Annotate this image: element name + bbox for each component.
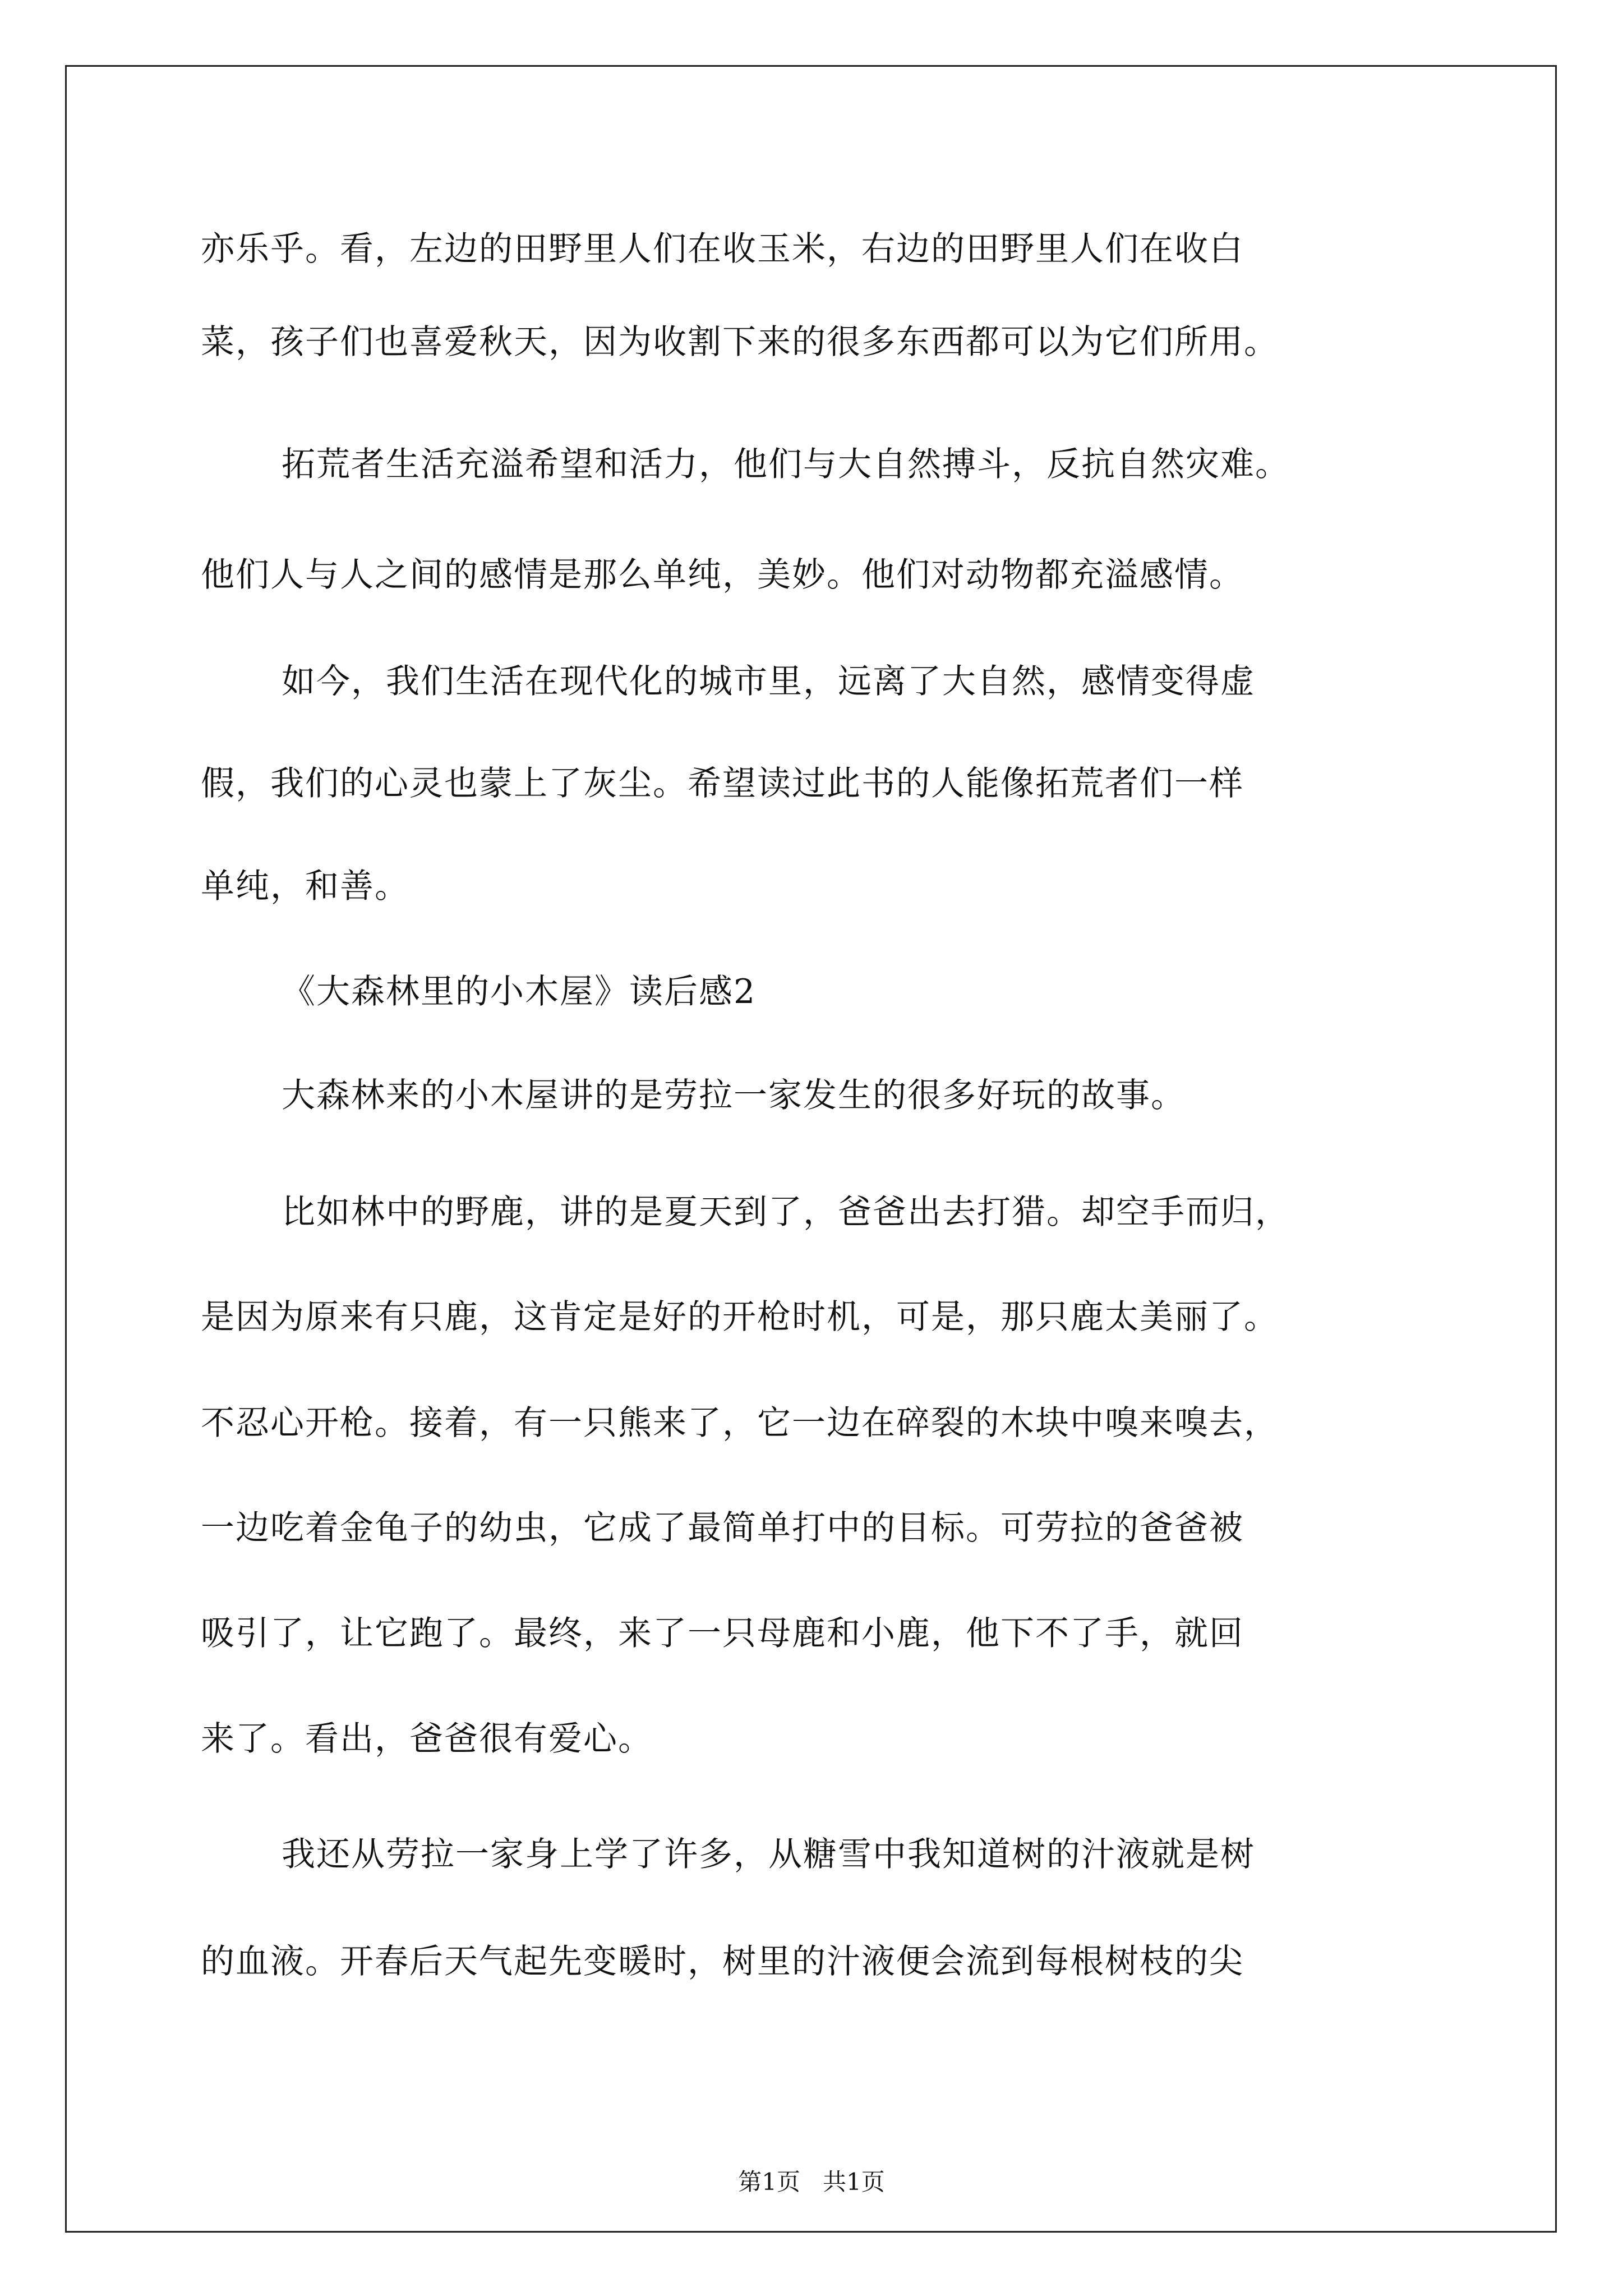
- paragraph-line: 不忍心开枪。接着，有一只熊来了，它一边在碎裂的木块中嗅来嗅去，: [201, 1404, 1279, 1443]
- paragraph-line: 我还从劳拉一家身上学了许多，从糖雪中我知道树的汁液就是树: [282, 1835, 1255, 1874]
- paragraph-line: 吸引了，让它跑了。最终，来了一只母鹿和小鹿，他下不了手，就回: [201, 1614, 1244, 1653]
- page-border: [65, 65, 1557, 2233]
- page-footer: 第1页 共1页: [738, 2168, 885, 2196]
- paragraph-line: 亦乐乎。看，左边的田野里人们在收玉米，右边的田野里人们在收白: [201, 229, 1244, 269]
- paragraph-line: 菜，孩子们也喜爱秋天，因为收割下来的很多东西都可以为它们所用。: [201, 323, 1279, 362]
- paragraph-line: 一边吃着金龟子的幼虫，它成了最简单打中的目标。可劳拉的爸爸被: [201, 1508, 1244, 1548]
- paragraph-line: 的血液。开春后天气起先变暖时，树里的汁液便会流到每根树枝的尖: [201, 1942, 1244, 1981]
- paragraph-line: 假，我们的心灵也蒙上了灰尘。希望读过此书的人能像拓荒者们一样: [201, 764, 1244, 803]
- paragraph-line: 大森林来的小木屋讲的是劳拉一家发生的很多好玩的故事。: [282, 1076, 1186, 1115]
- section-heading: 《大森林里的小木屋》读后感2: [282, 972, 757, 1011]
- paragraph-line: 比如林中的野鹿，讲的是夏天到了，爸爸出去打猎。却空手而归，: [282, 1193, 1290, 1232]
- paragraph-line: 来了。看出，爸爸很有爱心。: [201, 1719, 653, 1759]
- paragraph-line: 单纯，和善。: [201, 867, 409, 906]
- paragraph-line: 他们人与人之间的感情是那么单纯，美妙。他们对动物都充溢感情。: [201, 555, 1244, 595]
- paragraph-line: 拓荒者生活充溢希望和活力，他们与大自然搏斗，反抗自然灾难。: [282, 445, 1290, 484]
- paragraph-line: 是因为原来有只鹿，这肯定是好的开枪时机，可是，那只鹿太美丽了。: [201, 1297, 1279, 1337]
- paragraph-line: 如今，我们生活在现代化的城市里，远离了大自然，感情变得虚: [282, 662, 1255, 701]
